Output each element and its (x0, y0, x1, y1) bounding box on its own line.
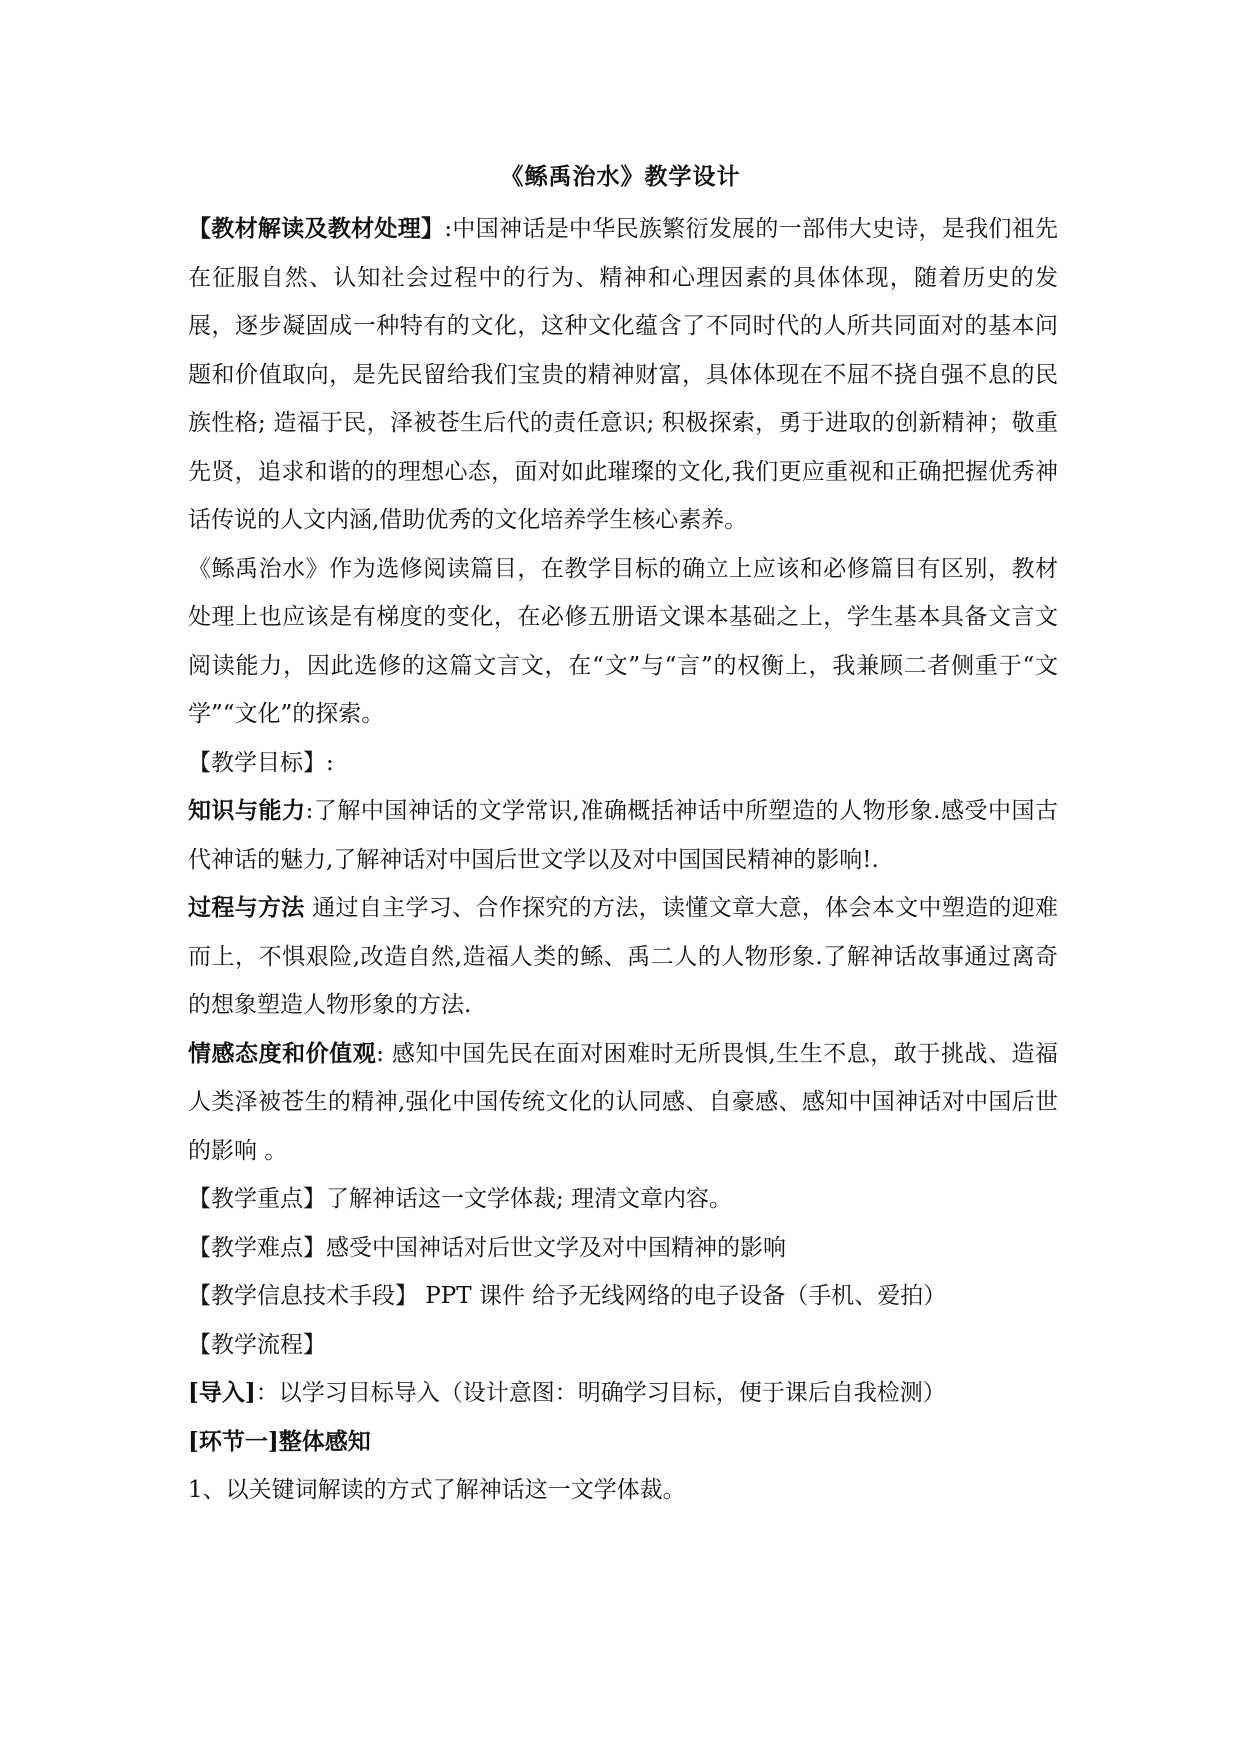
process-heading: 【教学流程】 (188, 1331, 326, 1358)
textbook-paragraph (188, 205, 1058, 545)
emotion-sep: : (376, 1040, 384, 1067)
knowledge-sep: : (305, 798, 314, 824)
list-item: 1、以关键词解读的方式了解神话这一文学体裁。 (188, 1477, 686, 1503)
emotion-label: 情感态度和价值观 (188, 1039, 377, 1067)
tech-means: 【教学信息技术手段】 PPT 课件 给予无线网络的电子设备（手机、爱拍） (188, 1283, 947, 1309)
key-points: 【教学重点】了解神话这一文学体裁; 理清文章内容。 (188, 1186, 733, 1212)
process-paragraph (188, 884, 1058, 1030)
intro-text: ：以学习目标导入（设计意图：明确学习目标，便于课后自我检测） (255, 1380, 946, 1406)
knowledge-text: 了解中国神话的文学常识,准确概括神话中所塑造的人物形象.感受中国古代神话的魅力,了解神话对中国后世文学以及对中国国民精神的影响!. (188, 798, 1059, 873)
textbook-text: 中国神话是中华民族繁衍发展的一部伟大史诗，是我们祖先在征服自然、认知社会过程中的行为、精神和心理因素的具体体现，随着历史的发展，逐步凝固成一种特有的文化，这种文化蕴含了不同时代的人所共同面对的基本问题和价值取向，是先民留给我们宝贵的精神财富，具体体现在不屈不挠自强不息的民族性格; 造福于民，泽被苍生后代的责任意识; 积极探索，勇于进取的创新精神；敬重先贤，追求和谐的的理想心态，面对如此璀璨的文化,我们更应重视和正确把握优秀神话传说的人文内涵,借助优秀的文化培养学生核心素养。 (188, 216, 1059, 533)
knowledge-label: 知识与能力 (188, 797, 306, 824)
process-text: 通过自主学习、合作探究的方法，读懂文章大意，体会本文中塑造的迎难而上，不惧艰险,改造自然,造福人类的鲧、禹二人的人物形象.了解神话故事通过离奇的想象塑造人物形象的方法. (188, 895, 1059, 1018)
document-body (188, 205, 1058, 1515)
textbook-sep: : (444, 216, 453, 242)
intro-paragraph (188, 1369, 1058, 1418)
difficulties: 【教学难点】感受中国神话对后世文学及对中国精神的影响 (188, 1234, 786, 1261)
goals-heading: 【教学目标】: (188, 749, 334, 776)
document-title: 《鲧禹治水》教学设计 (500, 163, 741, 190)
emotion-text: 感知中国先民在面对困难时无所畏惧,生生不息，敢于挑战、造福人类泽被苍生的精神,强化中国传统文化的认同感、自豪感、感知中国神话对中国后世的影响 。 (188, 1040, 1059, 1164)
part1-heading: [环节一]整体感知 (188, 1427, 371, 1455)
knowledge-paragraph (188, 787, 1058, 884)
intro-label: [导入] (188, 1379, 256, 1406)
textbook-label: 【教材解读及教材处理】 (188, 215, 445, 242)
textbook-paragraph-2: 《鲧禹治水》作为选修阅读篇目，在教学目标的确立上应该和必修篇目有区别，教材处理上也应该是有梯度的变化，在必修五册语文课本基础之上，学生基本具备文言文阅读能力，因此选修的这篇文言文，在“文”与“言”的权衡上，我兼顾二者侧重于“文学”“文化”的探索。 (188, 555, 1058, 727)
process-label: 过程与方法 (188, 894, 305, 921)
emotion-paragraph (188, 1030, 1058, 1176)
